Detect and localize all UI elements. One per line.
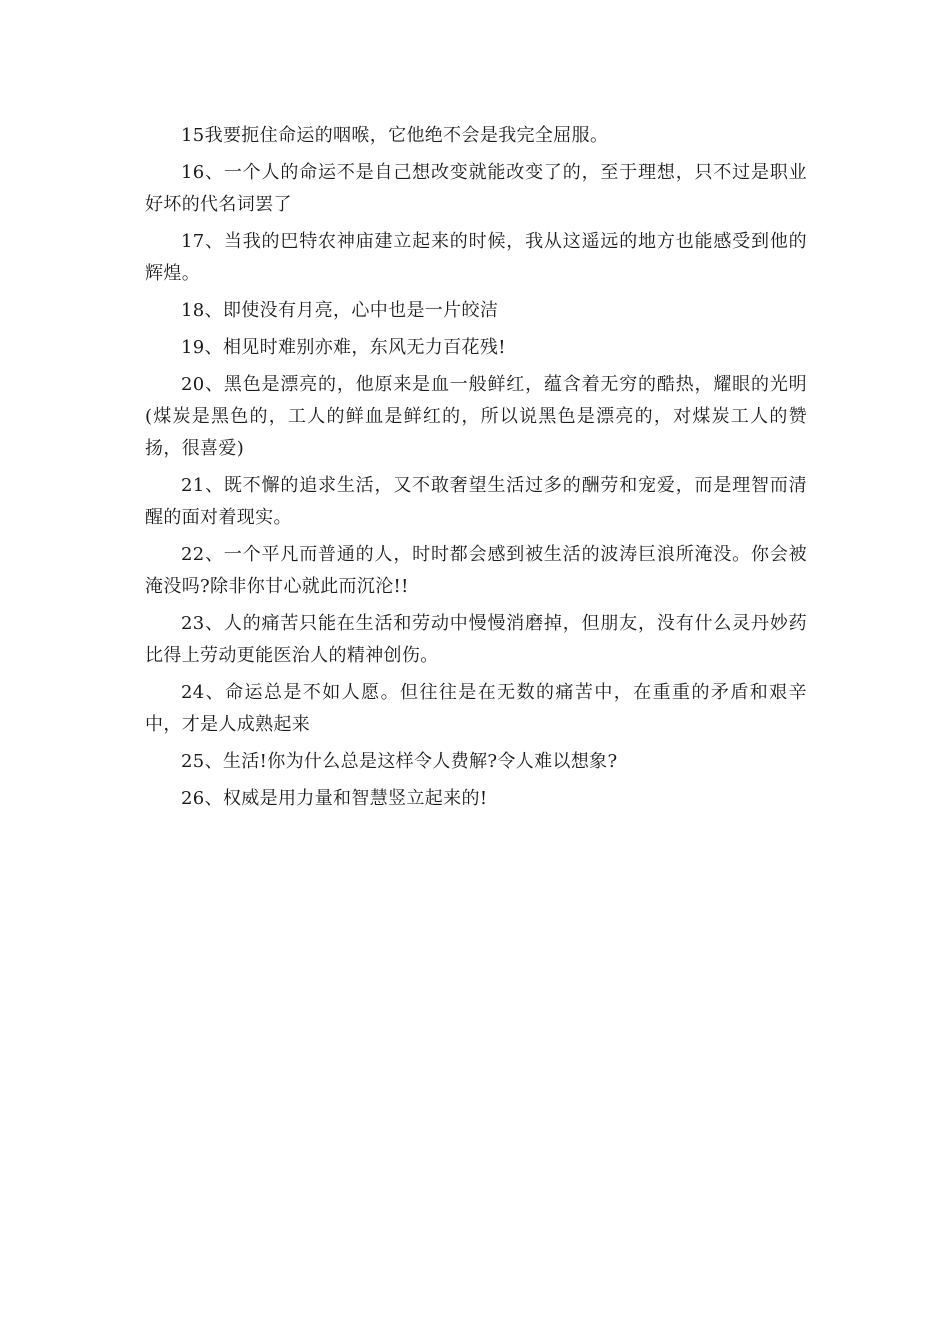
paragraph-20: 20、黑色是漂亮的，他原来是血一般鲜红，蕴含着无穷的酷热，耀眼的光明(煤炭是黑色的，工人的鲜血是鲜红的，所以说黑色是漂亮的，对煤炭工人的赞扬，很喜爱) [145,374,807,459]
paragraph-18: 18、即使没有月亮，心中也是一片皎洁 [181,300,499,321]
paragraph-24: 24、命运总是不如人愿。但往往是在无数的痛苦中，在重重的矛盾和艰辛中，才是人成熟起来 [145,682,807,735]
paragraph-23: 23、人的痛苦只能在生活和劳动中慢慢消磨掉，但朋友，没有什么灵丹妙药比得上劳动更能医治人的精神创伤。 [145,613,807,666]
paragraph-19: 19、相见时难别亦难，东风无力百花残! [181,337,506,358]
paragraph-16: 16、一个人的命运不是自己想改变就能改变了的，至于理想，只不过是职业好坏的代名词罢了 [145,162,807,215]
paragraph-21: 21、既不懈的追求生活，又不敢奢望生活过多的酬劳和宠爱，而是理智而清醒的面对着现实。 [145,475,807,528]
paragraph-15: 15我要扼住命运的咽喉，它他绝不会是我完全屈服。 [181,125,609,146]
paragraph-22: 22、一个平凡而普通的人，时时都会感到被生活的波涛巨浪所淹没。你会被淹没吗?除非你甘心就此而沉沦!! [145,544,807,597]
paragraph-26: 26、权威是用力量和智慧竖立起来的! [181,788,488,809]
paragraph-17: 17、当我的巴特农神庙建立起来的时候，我从这遥远的地方也能感受到他的辉煌。 [145,231,807,284]
document-body [145,120,807,820]
paragraph-25: 25、生活!你为什么总是这样令人费解?令人难以想象? [181,751,618,772]
